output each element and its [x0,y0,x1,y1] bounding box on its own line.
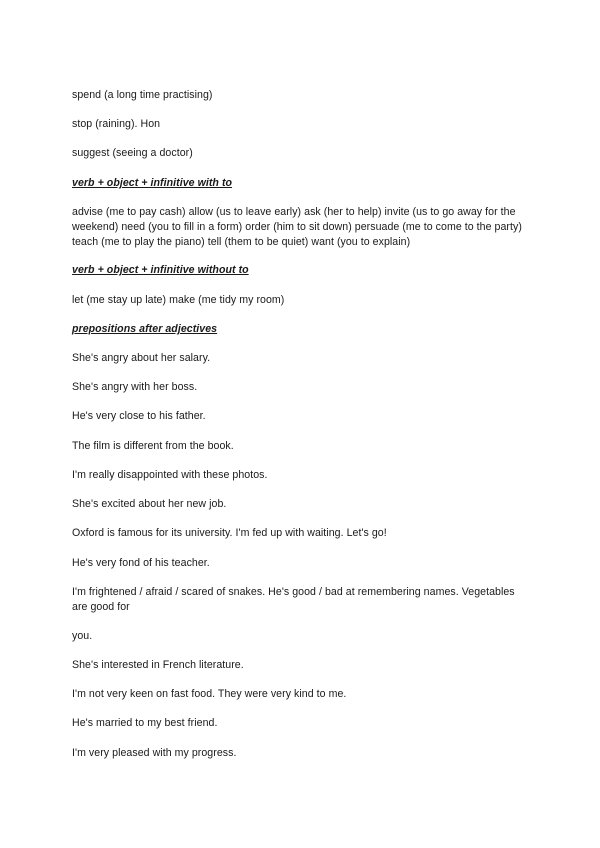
section-heading-infinitive-without-to: verb + object + infinitive without to [72,264,249,276]
example-keen-on: I'm not very keen on fast food. They were very kind to me. [72,688,347,700]
example-frightened-of: I'm frightened / afraid / scared of snakes. He's good / bad at remembering names. Vegetables are good for [72,586,515,613]
example-good-for-continued: you. [72,630,93,642]
text-line-let-make: let (me stay up late) make (me tidy my room) [72,294,285,306]
example-excited-about: She's excited about her new job. [72,498,227,510]
example-close-to: He's very close to his father. [72,410,206,422]
example-married-to: He's married to my best friend. [72,717,218,729]
example-angry-with: She's angry with her boss. [72,381,198,393]
example-disappointed-with: I'm really disappointed with these photos. [72,469,268,481]
example-angry-about: She's angry about her salary. [72,352,211,364]
text-line-stop: stop (raining). Hon [72,118,161,130]
example-fond-of: He's very fond of his teacher. [72,557,210,569]
example-interested-in: She's interested in French literature. [72,659,244,671]
text-paragraph-verbs-with-to: advise (me to pay cash) allow (us to leave early) ask (her to help) invite (us to go away for the weekend) need (you to fill in a form) order (him to sit down) persuade (me to come to the party) teach (me to play the piano) tell (them to be quiet) want (you to explain) [72,206,522,248]
section-heading-prepositions: prepositions after adjectives [72,323,218,335]
section-heading-infinitive-with-to: verb + object + infinitive with to [72,177,233,189]
text-line-spend: spend (a long time practising) [72,89,213,101]
example-different-from: The film is different from the book. [72,440,234,452]
example-pleased-with: I'm very pleased with my progress. [72,747,237,759]
text-line-suggest: suggest (seeing a doctor) [72,147,193,159]
example-famous-for: Oxford is famous for its university. I'm fed up with waiting. Let's go! [72,527,387,539]
